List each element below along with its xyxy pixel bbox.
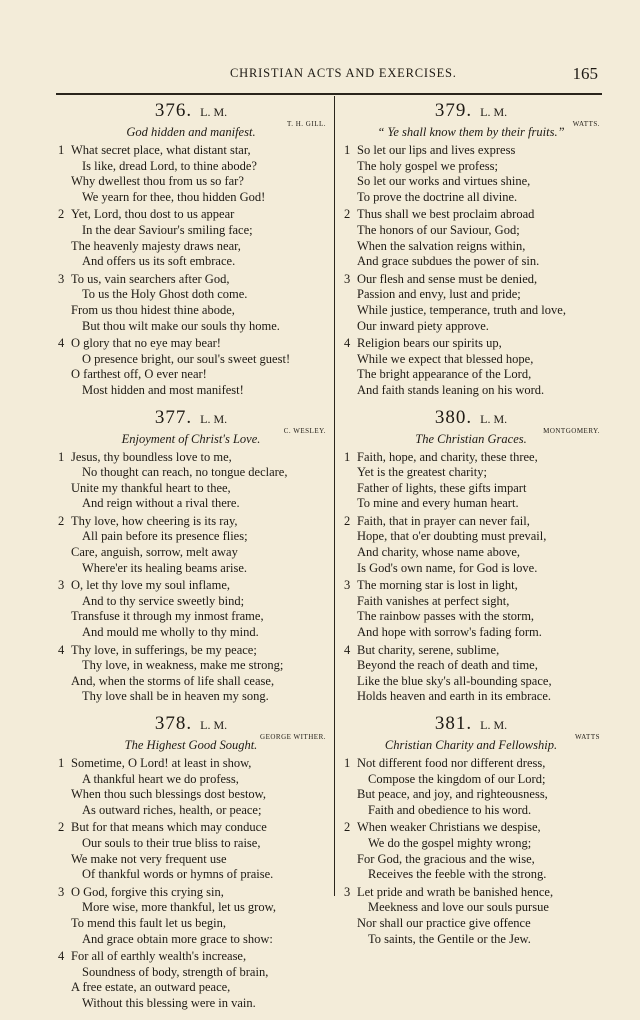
verse-line: Thy love shall be in heaven my song. xyxy=(82,689,269,704)
verse-line: To mend this fault let us begin, xyxy=(71,915,227,930)
hymn-meter: L. M. xyxy=(480,411,508,426)
verse-line: O farthest off, O ever near! xyxy=(71,367,207,382)
stanza-number: 4 xyxy=(58,949,65,964)
verse-line: Father of lights, these gifts impart xyxy=(357,480,527,495)
verse-line: Is God's own name, for God is love. xyxy=(357,560,538,575)
stanza xyxy=(56,578,326,640)
verse-line: To mine and every human heart. xyxy=(357,496,519,511)
page-number: 165 xyxy=(572,64,598,83)
right-column xyxy=(342,100,600,955)
stanza-number: 3 xyxy=(58,578,65,593)
verse-line: Nor shall our practice give offence xyxy=(357,915,531,930)
stanza-number: 4 xyxy=(344,642,351,657)
stanza xyxy=(342,336,600,398)
stanza xyxy=(56,336,326,398)
hymn-meter: L. M. xyxy=(200,411,228,426)
verse-line: Unite my thankful heart to thee, xyxy=(71,480,231,495)
verse-line: The morning star is lost in light, xyxy=(357,578,518,593)
verse-line: Yet, Lord, thou dost to us appear xyxy=(71,207,235,222)
verse-line: But charity, serene, sublime, xyxy=(357,642,500,657)
verse-line: Religion bears our spirits up, xyxy=(357,336,502,351)
verse-line: O presence bright, our soul's sweet guest! xyxy=(82,351,291,366)
verse-line: Faith, that in prayer can never fail, xyxy=(357,513,530,528)
verse-line: Receives the feeble with the strong. xyxy=(368,867,547,882)
verse-line: Thy love, in sufferings, be my peace; xyxy=(71,642,257,657)
verse-line: So let our works and virtues shine, xyxy=(357,174,531,189)
verse-line: For God, the gracious and the wise, xyxy=(357,851,535,866)
stanza-number: 2 xyxy=(58,207,65,222)
verse-line: Care, anguish, sorrow, melt away xyxy=(71,545,238,560)
stanza xyxy=(56,885,326,947)
stanza-number: 1 xyxy=(58,756,65,770)
verse-line: To prove the doctrine all divine. xyxy=(357,189,518,204)
stanza-number: 3 xyxy=(344,271,351,286)
hymn-heading xyxy=(342,100,600,128)
verse-line: But for that means which may conduce xyxy=(71,820,267,835)
hymn xyxy=(56,100,326,399)
stanza xyxy=(56,643,326,705)
hymn-meter: L. M. xyxy=(480,105,508,119)
hymn-number: 376. xyxy=(154,100,193,121)
hymn xyxy=(56,407,326,706)
hymn-title: “ Ye shall know them by their fruits.” xyxy=(377,125,565,139)
verse-line: More wise, more thankful, let us grow, xyxy=(82,900,276,915)
verse-line: Transfuse it through my inmost frame, xyxy=(71,609,264,624)
verse-line: All pain before its presence flies; xyxy=(82,529,248,544)
hymn-author: WATTS. xyxy=(572,120,600,128)
verse-line: Meekness and love our souls pursue xyxy=(368,900,549,915)
stanza xyxy=(342,514,600,576)
hymn-title: God hidden and manifest. xyxy=(126,125,256,139)
running-header xyxy=(0,64,640,84)
stanza xyxy=(56,450,326,512)
hymn-heading xyxy=(342,406,600,435)
left-column xyxy=(56,100,326,1020)
verse-line: A thankful heart we do profess, xyxy=(82,771,239,786)
hymn-heading xyxy=(342,713,600,741)
verse-line: The honors of our Saviour, God; xyxy=(357,222,520,237)
running-title: CHRISTIAN ACTS AND EXERCISES. xyxy=(230,66,457,80)
verse-line: The holy gospel we profess; xyxy=(357,158,498,173)
stanza xyxy=(342,578,600,640)
verse-line: What secret place, what distant star, xyxy=(71,143,251,157)
verse-line: Faith and obedience to his word. xyxy=(368,802,532,817)
verse-line: To us the Holy Ghost doth come. xyxy=(82,287,248,302)
hymn-title: Christian Charity and Fellowship. xyxy=(384,738,558,752)
stanza-number: 4 xyxy=(58,336,65,351)
hymn-author: GEORGE WITHER. xyxy=(260,733,326,741)
hymn-title: Enjoyment of Christ's Love. xyxy=(121,431,261,446)
verse-line: And reign without a rival there. xyxy=(82,496,240,511)
hymn xyxy=(56,713,326,1012)
verse-line: Thy love, how cheering is its ray, xyxy=(71,513,238,528)
hymn-heading xyxy=(56,713,326,741)
verse-line: Let pride and wrath be banished hence, xyxy=(357,884,554,899)
verse-line: To saints, the Gentile or the Jew. xyxy=(368,931,531,946)
verse-line: But peace, and joy, and righteousness, xyxy=(357,787,548,802)
stanza-number: 1 xyxy=(344,756,351,770)
verse-line: The heavenly majesty draws near, xyxy=(71,238,241,253)
stanza xyxy=(342,820,600,882)
verse-line: And, when the storms of life shall cease, xyxy=(71,673,275,688)
verse-line: Not different food nor different dress, xyxy=(357,756,546,770)
verse-line: Compose the kingdom of our Lord; xyxy=(368,771,546,786)
stanza xyxy=(342,143,600,205)
verse-line: Is like, dread Lord, to thine abode? xyxy=(82,158,257,173)
hymn-author: WATTS xyxy=(574,733,600,741)
hymn-number: 381. xyxy=(434,713,473,734)
stanza-number: 4 xyxy=(58,642,65,657)
stanza xyxy=(56,949,326,1011)
stanza-number: 2 xyxy=(58,513,65,528)
verse-line: Thy love, in weakness, make me strong; xyxy=(82,658,284,673)
hymn xyxy=(342,713,600,947)
hymn xyxy=(342,100,600,399)
header-rule xyxy=(56,93,602,95)
hymn-meter: L. M. xyxy=(200,105,228,119)
hymn-author: MONTGOMERY. xyxy=(543,426,600,435)
verse-line: We do the gospel mighty wrong; xyxy=(368,835,532,850)
stanza-number: 1 xyxy=(344,143,351,157)
stanza-number: 1 xyxy=(344,449,351,464)
verse-line: In the dear Saviour's smiling face; xyxy=(82,222,253,237)
stanza-number: 3 xyxy=(58,884,65,899)
verse-line: To us, vain searchers after God, xyxy=(71,271,230,286)
hymn-title: The Christian Graces. xyxy=(415,431,527,446)
verse-line: And hope with sorrow's fading form. xyxy=(357,625,542,640)
column-divider xyxy=(334,96,335,896)
stanza-number: 3 xyxy=(344,884,351,899)
verse-line: Our souls to their true bliss to raise, xyxy=(82,835,261,850)
hymn-title: The Highest Good Sought. xyxy=(124,738,258,752)
stanza xyxy=(342,272,600,334)
verse-line: No thought can reach, no tongue declare, xyxy=(82,465,288,480)
verse-line: When the salvation reigns within, xyxy=(357,238,526,253)
verse-line: Without this blessing were in vain. xyxy=(82,995,256,1010)
stanza xyxy=(56,143,326,205)
stanza-number: 3 xyxy=(344,578,351,593)
verse-line: And offers us its soft embrace. xyxy=(82,254,236,269)
stanza-number: 2 xyxy=(58,820,65,835)
verse-line: We yearn for thee, thou hidden God! xyxy=(82,189,266,204)
verse-line: Thus shall we best proclaim abroad xyxy=(357,207,535,222)
stanza xyxy=(56,820,326,882)
verse-line: And mould me wholly to thy mind. xyxy=(82,625,259,640)
stanza-number: 2 xyxy=(344,513,351,528)
hymn-author: C. WESLEY. xyxy=(283,426,326,435)
verse-line: But thou wilt make our souls thy home. xyxy=(82,318,280,333)
verse-line: And grace obtain more grace to show: xyxy=(82,931,273,946)
verse-line: Sometime, O Lord! at least in show, xyxy=(71,756,252,770)
verse-line: O glory that no eye may bear! xyxy=(71,336,221,351)
verse-line: Like the blue sky's all-bounding space, xyxy=(357,673,552,688)
verse-line: While justice, temperance, truth and love, xyxy=(357,302,566,317)
verse-line: Soundness of body, strength of brain, xyxy=(82,964,269,979)
stanza xyxy=(342,643,600,705)
stanza-number: 3 xyxy=(58,271,65,286)
verse-line: The rainbow passes with the storm, xyxy=(357,609,535,624)
stanza-number: 4 xyxy=(344,336,351,351)
verse-line: From us thou hidest thine abode, xyxy=(71,302,235,317)
verse-line: Hope, that o'er doubting must prevail, xyxy=(357,529,547,544)
hymn-author: T. H. GILL. xyxy=(287,120,326,128)
hymn-heading xyxy=(56,406,326,435)
verse-line: O God, forgive this crying sin, xyxy=(71,884,224,899)
verse-line: And charity, whose name above, xyxy=(357,545,521,560)
stanza-number: 2 xyxy=(344,820,351,835)
stanza xyxy=(342,450,600,512)
verse-line: A free estate, an outward peace, xyxy=(71,980,231,995)
verse-line: Holds heaven and earth in its embrace. xyxy=(357,689,552,704)
stanza-number: 2 xyxy=(344,207,351,222)
hymn-number: 378. xyxy=(154,713,193,734)
verse-line: O, let thy love my soul inflame, xyxy=(71,578,231,593)
verse-line: When thou such blessings dost bestow, xyxy=(71,787,267,802)
verse-line: Jesus, thy boundless love to me, xyxy=(71,449,232,464)
hymn-heading xyxy=(56,100,326,128)
stanza xyxy=(342,207,600,269)
verse-line: Our flesh and sense must be denied, xyxy=(357,271,538,286)
verse-line: Yet is the greatest charity; xyxy=(357,465,487,480)
stanza xyxy=(342,885,600,947)
stanza xyxy=(56,272,326,334)
verse-line: As outward riches, health, or peace; xyxy=(82,802,262,817)
verse-line: And grace subdues the power of sin. xyxy=(357,254,540,269)
verse-line: Our inward piety approve. xyxy=(357,318,489,333)
hymn-number: 379. xyxy=(434,100,473,121)
verse-line: We make not very frequent use xyxy=(71,851,227,866)
verse-line: When weaker Christians we despise, xyxy=(357,820,541,835)
stanza xyxy=(342,756,600,818)
hymn-number: 380. xyxy=(434,406,473,428)
verse-line: Where'er its healing beams arise. xyxy=(82,560,248,575)
verse-line: Most hidden and most manifest! xyxy=(82,382,244,397)
verse-line: Faith, hope, and charity, these three, xyxy=(357,449,538,464)
verse-line: Beyond the reach of death and time, xyxy=(357,658,538,673)
verse-line: And to thy service sweetly bind; xyxy=(82,593,245,608)
hymn-number: 377. xyxy=(154,406,193,428)
hymn-meter: L. M. xyxy=(200,718,228,732)
verse-line: So let our lips and lives express xyxy=(357,143,516,157)
verse-line: While we expect that blessed hope, xyxy=(357,351,534,366)
stanza xyxy=(56,207,326,269)
verse-line: Passion and envy, lust and pride; xyxy=(357,287,521,302)
verse-line: Of thankful words or hymns of praise. xyxy=(82,867,274,882)
verse-line: Why dwellest thou from us so far? xyxy=(71,174,244,189)
stanza-number: 1 xyxy=(58,143,65,157)
verse-line: The bright appearance of the Lord, xyxy=(357,367,532,382)
hymn-meter: L. M. xyxy=(480,718,508,732)
stanza xyxy=(56,756,326,818)
verse-line: And faith stands leaning on his word. xyxy=(357,382,545,397)
stanza-number: 1 xyxy=(58,449,65,464)
verse-line: For all of earthly wealth's increase, xyxy=(71,949,247,964)
hymn xyxy=(342,407,600,706)
stanza xyxy=(56,514,326,576)
verse-line: Faith vanishes at perfect sight, xyxy=(357,593,510,608)
